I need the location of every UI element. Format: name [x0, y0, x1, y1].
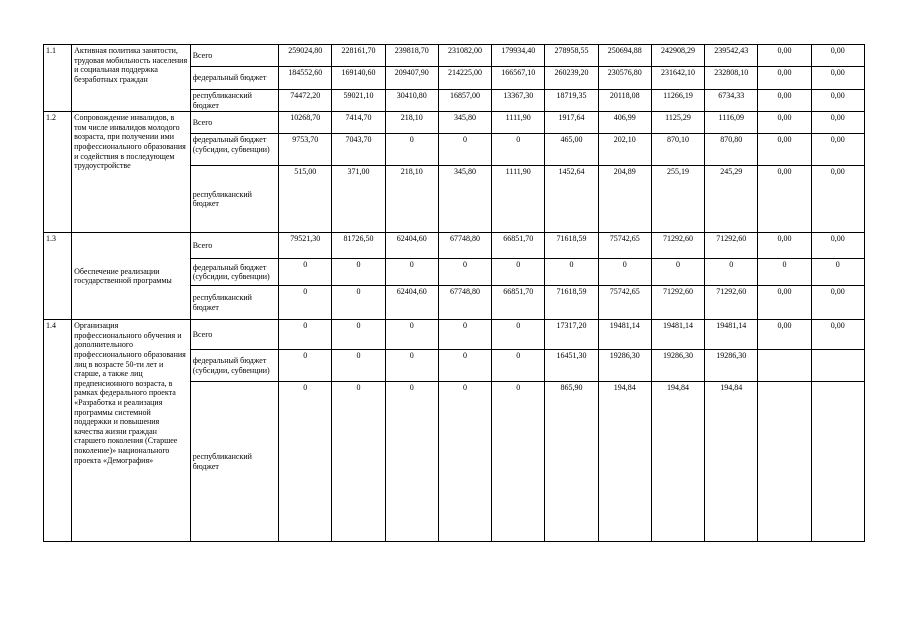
value-cell: 0 [438, 350, 491, 382]
value-cell: 465,00 [545, 134, 598, 166]
table-row [44, 320, 865, 350]
value-cell: 0,00 [758, 134, 811, 166]
value-cell: 19286,30 [705, 350, 758, 382]
value-cell: 0,00 [758, 320, 811, 350]
value-cell: 75742,65 [598, 286, 651, 320]
value-cell: 79521,30 [279, 233, 332, 259]
measure-name: Активная политика занятости, трудовая мобильность населения и социальная поддержка безработных граждан [72, 45, 191, 112]
value-cell: 0 [438, 320, 491, 350]
value-cell: 74472,20 [279, 90, 332, 112]
value-cell: 19286,30 [651, 350, 704, 382]
value-cell: 0 [279, 382, 332, 542]
value-cell: 0 [332, 286, 385, 320]
value-cell: 16857,00 [438, 90, 491, 112]
value-cell: 62404,60 [385, 286, 438, 320]
funding-source: республиканский бюджет [190, 382, 278, 542]
value-cell: 194,84 [598, 382, 651, 542]
value-cell: 0 [279, 259, 332, 286]
funding-source: федеральный бюджет (субсидии, субвенции) [190, 259, 278, 286]
value-cell: 71292,60 [651, 233, 704, 259]
value-cell: 166567,10 [492, 67, 545, 90]
value-cell: 6734,33 [705, 90, 758, 112]
value-cell: 13367,30 [492, 90, 545, 112]
value-cell: 62404,60 [385, 233, 438, 259]
funding-source: республиканский бюджет [190, 286, 278, 320]
table-row [44, 112, 865, 134]
value-cell: 19481,14 [651, 320, 704, 350]
value-cell: 19286,30 [598, 350, 651, 382]
value-cell: 59021,10 [332, 90, 385, 112]
value-cell: 0,00 [758, 67, 811, 90]
value-cell: 9753,70 [279, 134, 332, 166]
table-row [44, 233, 865, 259]
value-cell: 259024,80 [279, 45, 332, 67]
value-cell: 345,80 [438, 166, 491, 233]
value-cell: 0 [332, 350, 385, 382]
value-cell: 242908,29 [651, 45, 704, 67]
value-cell: 0,00 [811, 233, 864, 259]
value-cell: 214225,00 [438, 67, 491, 90]
value-cell: 228161,70 [332, 45, 385, 67]
value-cell: 0 [385, 134, 438, 166]
funding-source: Всего [190, 112, 278, 134]
value-cell: 0 [651, 259, 704, 286]
value-cell: 20118,08 [598, 90, 651, 112]
value-cell: 0 [279, 286, 332, 320]
value-cell: 0 [385, 259, 438, 286]
row-code: 1.3 [44, 233, 72, 320]
funding-source: республиканский бюджет [190, 166, 278, 233]
value-cell: 11266,19 [651, 90, 704, 112]
value-cell: 218,10 [385, 112, 438, 134]
value-cell: 0,00 [758, 233, 811, 259]
value-cell: 0 [492, 259, 545, 286]
value-cell: 0 [758, 259, 811, 286]
funding-source: федеральный бюджет [190, 67, 278, 90]
value-cell: 0 [438, 259, 491, 286]
value-cell: 1917,64 [545, 112, 598, 134]
value-cell: 194,84 [705, 382, 758, 542]
value-cell: 0 [492, 320, 545, 350]
value-cell: 0 [332, 320, 385, 350]
value-cell: 0 [438, 134, 491, 166]
value-cell: 17317,20 [545, 320, 598, 350]
value-cell: 19481,14 [598, 320, 651, 350]
value-cell: 0,00 [758, 286, 811, 320]
value-cell: 0,00 [758, 166, 811, 233]
value-cell: 0,00 [758, 112, 811, 134]
value-cell: 231082,00 [438, 45, 491, 67]
value-cell: 0,00 [811, 320, 864, 350]
value-cell: 71618,59 [545, 233, 598, 259]
value-cell: 0 [492, 382, 545, 542]
value-cell [811, 350, 864, 382]
value-cell: 10268,70 [279, 112, 332, 134]
value-cell: 0 [332, 259, 385, 286]
value-cell: 260239,20 [545, 67, 598, 90]
value-cell: 66851,70 [492, 286, 545, 320]
value-cell: 371,00 [332, 166, 385, 233]
value-cell: 218,10 [385, 166, 438, 233]
value-cell: 71292,60 [705, 286, 758, 320]
value-cell: 345,80 [438, 112, 491, 134]
value-cell: 204,89 [598, 166, 651, 233]
value-cell: 278958,55 [545, 45, 598, 67]
measure-name: Организация профессионального обучения и дополнительного профессионального образования лиц в возрасте 50-ти лет и старше, а также лиц предпенсионного возраста, в рамках федерального проекта «Разработка и реализация программы системной поддержки и повышения качества жизни граждан старшего поколения (Старшее поколение)» национального проекта «Демография» [72, 320, 191, 542]
value-cell: 245,29 [705, 166, 758, 233]
value-cell: 81726,50 [332, 233, 385, 259]
value-cell: 1125,29 [651, 112, 704, 134]
value-cell: 0,00 [811, 90, 864, 112]
value-cell: 209407,90 [385, 67, 438, 90]
value-cell [758, 382, 811, 542]
value-cell: 0 [385, 382, 438, 542]
value-cell: 870,10 [651, 134, 704, 166]
value-cell: 230576,80 [598, 67, 651, 90]
value-cell: 75742,65 [598, 233, 651, 259]
value-cell: 406,99 [598, 112, 651, 134]
value-cell: 515,00 [279, 166, 332, 233]
value-cell: 0,00 [758, 45, 811, 67]
value-cell: 239542,43 [705, 45, 758, 67]
measure-name: Обеспечение реализации государственной программы [72, 233, 191, 320]
funding-source: федеральный бюджет (субсидии, субвенции) [190, 134, 278, 166]
value-cell: 1116,09 [705, 112, 758, 134]
value-cell: 0 [598, 259, 651, 286]
value-cell: 18719,35 [545, 90, 598, 112]
value-cell [758, 350, 811, 382]
funding-source: федеральный бюджет (субсидии, субвенции) [190, 350, 278, 382]
value-cell: 0 [492, 350, 545, 382]
value-cell: 30410,80 [385, 90, 438, 112]
value-cell: 0 [279, 350, 332, 382]
value-cell: 0 [438, 382, 491, 542]
budget-table [43, 44, 865, 542]
value-cell: 255,19 [651, 166, 704, 233]
value-cell: 16451,30 [545, 350, 598, 382]
value-cell: 1111,90 [492, 166, 545, 233]
value-cell: 71618,59 [545, 286, 598, 320]
value-cell: 865,90 [545, 382, 598, 542]
value-cell: 202,10 [598, 134, 651, 166]
value-cell: 1111,90 [492, 112, 545, 134]
value-cell: 0,00 [811, 67, 864, 90]
value-cell: 0,00 [811, 45, 864, 67]
table-body [44, 45, 865, 542]
value-cell: 0 [545, 259, 598, 286]
value-cell: 169140,60 [332, 67, 385, 90]
value-cell: 239818,70 [385, 45, 438, 67]
value-cell: 71292,60 [705, 233, 758, 259]
measure-name: Сопровождение инвалидов, в том числе инвалидов молодого возраста, при получении ими профессионального образования и содействия в последующем трудоустройстве [72, 112, 191, 233]
table-row [44, 45, 865, 67]
value-cell [811, 382, 864, 542]
value-cell: 7043,70 [332, 134, 385, 166]
row-code: 1.1 [44, 45, 72, 112]
row-code: 1.4 [44, 320, 72, 542]
value-cell: 0 [492, 134, 545, 166]
value-cell: 19481,14 [705, 320, 758, 350]
value-cell: 194,84 [651, 382, 704, 542]
value-cell: 67748,80 [438, 286, 491, 320]
value-cell: 0 [811, 259, 864, 286]
value-cell: 0 [279, 320, 332, 350]
value-cell: 66851,70 [492, 233, 545, 259]
row-code: 1.2 [44, 112, 72, 233]
funding-source: республиканский бюджет [190, 90, 278, 112]
value-cell: 0,00 [758, 90, 811, 112]
value-cell: 179934,40 [492, 45, 545, 67]
value-cell: 184552,60 [279, 67, 332, 90]
value-cell: 0,00 [811, 112, 864, 134]
value-cell: 0,00 [811, 286, 864, 320]
value-cell: 0 [705, 259, 758, 286]
value-cell: 0,00 [811, 134, 864, 166]
value-cell: 1452,64 [545, 166, 598, 233]
funding-source: Всего [190, 320, 278, 350]
value-cell: 870,80 [705, 134, 758, 166]
value-cell: 0 [385, 350, 438, 382]
funding-source: Всего [190, 233, 278, 259]
value-cell: 231642,10 [651, 67, 704, 90]
value-cell: 250694,88 [598, 45, 651, 67]
value-cell: 0 [332, 382, 385, 542]
funding-source: Всего [190, 45, 278, 67]
value-cell: 232808,10 [705, 67, 758, 90]
value-cell: 71292,60 [651, 286, 704, 320]
value-cell: 0 [385, 320, 438, 350]
value-cell: 0,00 [811, 166, 864, 233]
value-cell: 7414,70 [332, 112, 385, 134]
value-cell: 67748,80 [438, 233, 491, 259]
